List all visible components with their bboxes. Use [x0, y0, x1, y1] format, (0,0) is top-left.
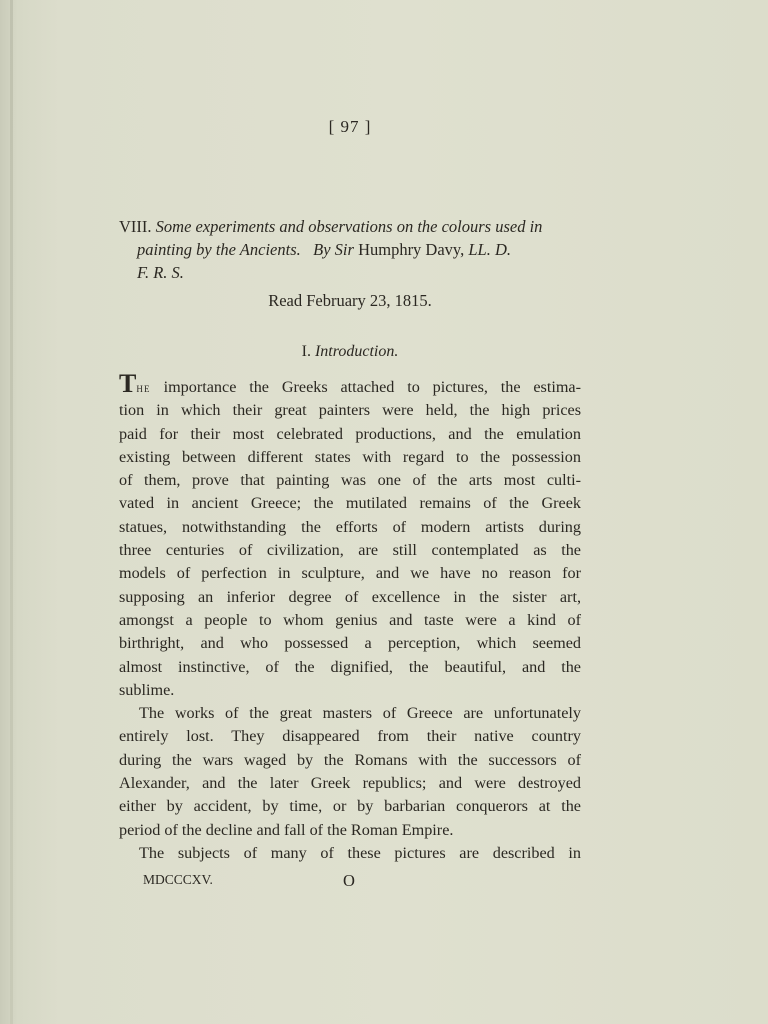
drop-cap: T	[119, 369, 137, 398]
body-line: paid for their most celebrated productions, and the emulation	[119, 424, 581, 443]
small-caps-lead: he	[136, 380, 151, 395]
body-line: of them, prove that painting was one of the arts most culti-	[119, 471, 581, 490]
body-line: statues, notwithstanding the efforts of modern artists during	[119, 517, 581, 536]
body-line: almost instinctive, of the dignified, the beautiful, and the	[119, 657, 581, 676]
binding-gutter	[10, 0, 13, 1024]
body-line: Alexander, and the later Greek republics; and were destroyed	[119, 774, 581, 793]
footer-year: MDCCCXV.	[143, 872, 213, 887]
page-number: [ 97 ]	[328, 117, 372, 136]
title-text-1: Some experiments and observations on the colours used in	[155, 217, 543, 236]
page-footer	[143, 872, 563, 888]
section-name: Introduction.	[314, 343, 399, 360]
body-line: either by accident, by time, or by barbarian conquerors at the	[119, 797, 581, 816]
author-fellowship: F. R. S.	[137, 263, 184, 282]
body-line: The subjects of many of these pictures are described in	[139, 843, 581, 862]
body-line: entirely lost. They disappeared from their native country	[119, 727, 581, 746]
read-date: Read February 23, 1815.	[268, 291, 432, 310]
title-line-3	[119, 261, 581, 284]
body-line: birthright, and who possessed a perception, which seemed	[119, 634, 581, 653]
body-line: The works of the great masters of Greece are unfortunately	[139, 704, 581, 723]
section-heading	[0, 343, 700, 361]
body-line: existing between different states with regard to the possession	[119, 447, 581, 466]
body-text	[119, 369, 582, 865]
title-by: By Sir	[313, 240, 354, 259]
article-title	[119, 215, 581, 284]
body-line: during the wars waged by the Romans with the successors of	[119, 750, 581, 769]
body-line: sublime.	[119, 680, 175, 699]
title-line-2	[119, 238, 581, 261]
body-line-first	[119, 369, 582, 399]
article-number: VIII.	[119, 217, 152, 236]
author-degree: LL. D.	[468, 240, 512, 259]
body-line: supposing an inferior degree of excellence in the sister art,	[119, 587, 581, 606]
body-line: period of the decline and fall of the Roman Empire.	[119, 820, 454, 839]
signature-mark: O	[343, 871, 355, 890]
section-number: I.	[301, 343, 311, 360]
title-line-1	[119, 215, 581, 238]
body-line: tion in which their great painters were held, the high prices	[119, 401, 581, 420]
body-line: models of perfection in sculpture, and we have no reason for	[119, 564, 581, 583]
author-name: Humphry Davy,	[358, 240, 465, 259]
title-text-2: painting by the Ancients.	[137, 240, 301, 259]
body-line: three centuries of civilization, are still contemplated as the	[119, 541, 581, 560]
body-line: importance the Greeks attached to pictures, the estima-	[163, 378, 582, 396]
body-line: vated in ancient Greece; the mutilated remains of the Greek	[119, 494, 581, 513]
body-line: amongst a people to whom genius and taste were a kind of	[119, 610, 581, 629]
